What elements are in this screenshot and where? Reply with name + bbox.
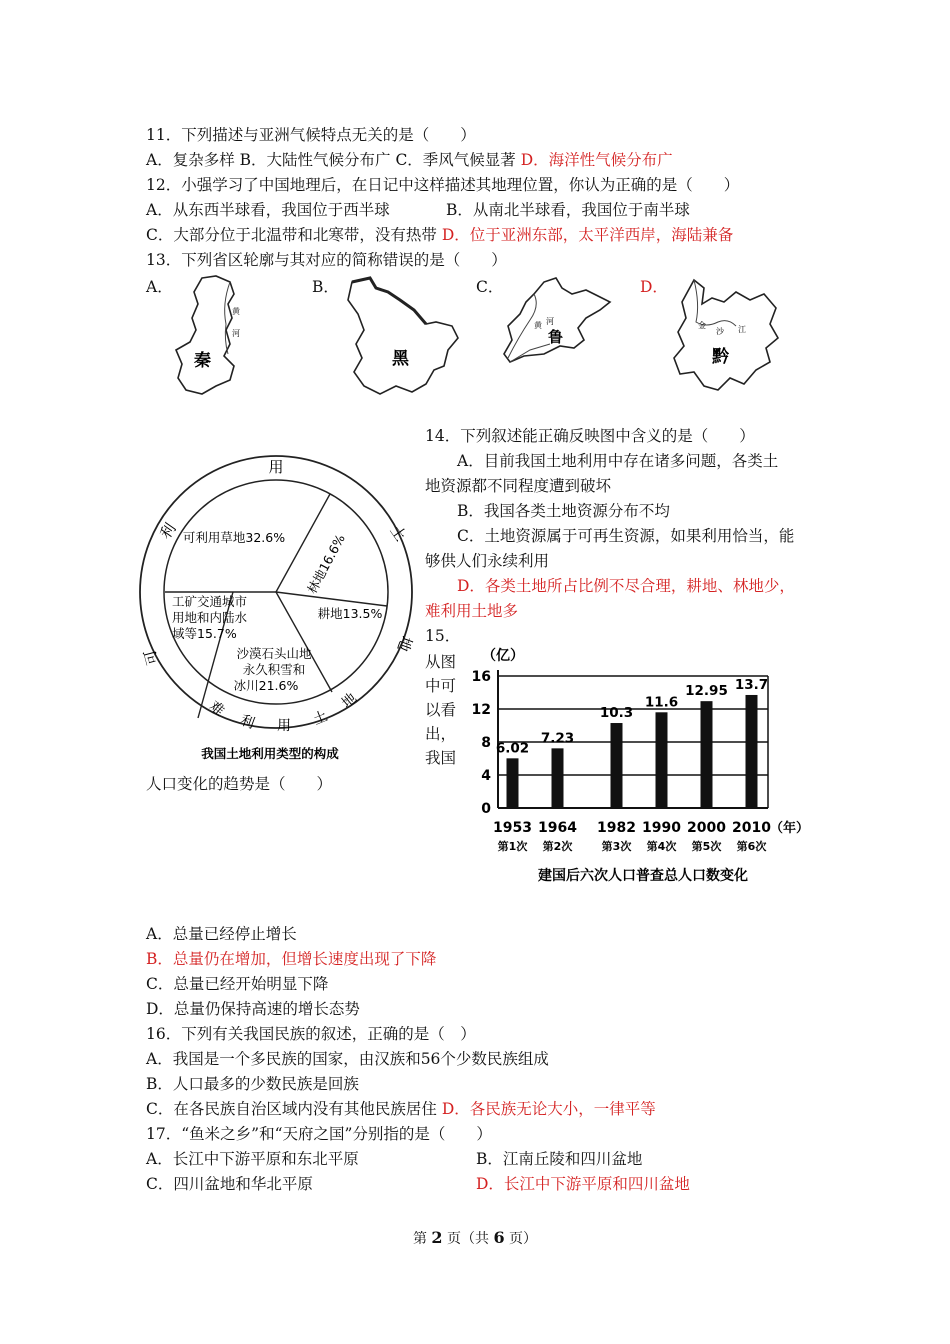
q12-stem: 12．小强学习了中国地理后，在日记中这样描述其地理位置，你认为正确的是（ ） xyxy=(146,176,740,194)
q16-option-c: C．在各民族自治区域内没有其他民族居住 xyxy=(146,1100,437,1118)
slice-desert-1: 沙漠石头山地 xyxy=(236,646,312,661)
shandong-river-2: 河 xyxy=(546,317,554,326)
ring-bottom-5: 地 xyxy=(338,690,360,712)
q12-option-b: B．从南北半球看，我国位于南半球 xyxy=(446,201,690,219)
land-use-chart xyxy=(136,446,418,764)
q17-stem: 17．“鱼米之乡”和“天府之国”分别指的是（ ） xyxy=(146,1125,492,1143)
population-x-unit: （年） xyxy=(770,821,810,836)
yunnan-river-2: 沙 xyxy=(716,327,724,336)
shaanxi-river-2: 河 xyxy=(232,329,240,338)
slice-desert-3: 冰川21.6% xyxy=(233,678,299,693)
q12-option-cd xyxy=(146,224,733,246)
q15-lead-2: 中可 xyxy=(425,677,457,695)
y-tick-label: 16 xyxy=(471,669,491,685)
q17-option-b: B．江南丘陵和四川盆地 xyxy=(476,1150,643,1168)
slice-urban-2: 用地和内陆水 xyxy=(172,610,248,625)
x-tick-label: 1964 xyxy=(538,820,577,836)
q15-option-d: D．总量仍保持高速的增长态势 xyxy=(146,1000,360,1018)
census-round-label: 第3次 xyxy=(601,840,632,853)
population-chart-title: 建国后六次人口普查总人口数变化 xyxy=(538,868,748,884)
bar-value-label: 12.95 xyxy=(685,683,728,700)
q14-option-a-2: 地资源都不同程度遭到破坏 xyxy=(425,477,612,495)
slice-desert-2: 永久积雪和 xyxy=(242,662,306,677)
q16-option-a: A．我国是一个多民族的国家，由汉族和56个少数民族组成 xyxy=(146,1050,549,1068)
y-tick-label: 0 xyxy=(481,801,491,817)
ring-right: 地 xyxy=(393,633,416,654)
yunnan-abbr: 黔 xyxy=(712,347,729,367)
q15-lead-5: 我国 xyxy=(425,749,457,767)
footer-pre: 第 xyxy=(412,1231,427,1247)
x-tick-label: 1990 xyxy=(642,820,681,836)
q12-option-d: D．位于亚洲东部，太平洋西岸，海陆兼备 xyxy=(441,226,734,244)
q14-option-c-1: C．土地资源属于可再生资源，如果利用恰当，能 xyxy=(457,527,795,545)
x-tick-label: 1953 xyxy=(493,820,532,836)
q16-stem: 16．下列有关我国民族的叙述，正确的是（ ） xyxy=(146,1025,476,1043)
ring-left-2: 可 xyxy=(140,647,162,667)
footer-page: 2 xyxy=(431,1228,443,1247)
q17-option-d: D．长江中下游平原和四川盆地 xyxy=(476,1175,690,1193)
q11-stem: 11．下列描述与亚洲气候特点无关的是（ ） xyxy=(146,126,476,144)
ring-bottom-1: 难 xyxy=(206,698,228,720)
shaanxi-river-1: 黄 xyxy=(232,307,240,316)
footer-post: 页） xyxy=(509,1231,538,1247)
bar xyxy=(507,758,519,808)
slice-cropland: 耕地13.5% xyxy=(317,606,383,621)
slice-grassland: 可利用草地32.6% xyxy=(182,530,286,545)
bar-value-label: 10.3 xyxy=(599,705,634,722)
ring-top-1: 用 xyxy=(268,458,284,476)
q14-option-a-1: A．目前我国土地利用中存在诸多问题，各类土 xyxy=(457,452,779,470)
q14-option-d-2: 难利用土地多 xyxy=(425,602,519,620)
q15-option-a: A．总量已经停止增长 xyxy=(146,925,297,943)
x-tick-label: 2010 xyxy=(732,820,771,836)
slice-forest: 林地16.6% xyxy=(304,531,348,596)
census-round-label: 第2次 xyxy=(542,840,573,853)
ring-bottom-4: 土 xyxy=(311,708,330,729)
q16-option-d: D．各民族无论大小，一律平等 xyxy=(441,1100,656,1118)
census-round-label: 第1次 xyxy=(497,840,528,853)
shandong-outline-map xyxy=(500,274,615,369)
q13-label-a: A． xyxy=(146,278,173,296)
ring-left-1: 利 xyxy=(156,519,180,543)
shandong-river-1: 黄 xyxy=(534,321,542,330)
q15-lead-4: 出， xyxy=(425,725,457,743)
slice-urban-1: 工矿交通城市 xyxy=(172,594,248,609)
q15-number: 15． xyxy=(425,627,461,645)
shaanxi-outline-map xyxy=(172,274,252,399)
ring-bottom-3: 用 xyxy=(277,718,291,734)
q16-option-b: B．人口最多的少数民族是回族 xyxy=(146,1075,359,1093)
q11-option-abc: A．复杂多样 B．大陆性气候分布广 C．季风气候显著 xyxy=(146,151,516,169)
y-tick-label: 4 xyxy=(481,768,491,784)
bar-value-label: 7.23 xyxy=(540,730,575,747)
q12-option-c: C．大部分位于北温带和北寒带，没有热带 xyxy=(146,226,437,244)
q16-option-cd xyxy=(146,1098,656,1120)
heilongjiang-outline-map xyxy=(340,274,465,399)
q15-option-b: B．总量仍在增加，但增长速度出现了下降 xyxy=(146,950,437,968)
q14-option-c-2: 够供人们永续利用 xyxy=(425,552,550,570)
shaanxi-abbr: 秦 xyxy=(194,351,211,371)
bar-value-label: 6.02 xyxy=(495,740,530,757)
land-chart-caption: 我国土地利用类型的构成 xyxy=(201,746,339,761)
q14-option-d-1: D．各类土地所占比例不尽合理，耕地、林地少， xyxy=(457,577,795,595)
q13-label-c: C． xyxy=(476,278,504,296)
census-round-label: 第4次 xyxy=(646,840,677,853)
bar-value-label: 11.6 xyxy=(644,694,679,711)
q15-option-c: C．总量已经开始明显下降 xyxy=(146,975,329,993)
bar xyxy=(746,695,758,808)
y-tick-label: 8 xyxy=(481,735,491,751)
q13-label-b: B． xyxy=(312,278,339,296)
bar xyxy=(656,712,668,808)
yunnan-outline-map xyxy=(666,274,786,399)
x-tick-label: 1982 xyxy=(597,820,636,836)
q11-options xyxy=(146,149,673,171)
page-footer xyxy=(0,1228,950,1248)
q17-option-c: C．四川盆地和华北平原 xyxy=(146,1175,313,1193)
yunnan-river-1: 金 xyxy=(698,321,706,330)
q14-stem: 14．下列叙述能正确反映图中含义的是（ ） xyxy=(425,427,755,445)
footer-total: 6 xyxy=(493,1228,505,1247)
q15-lead-3: 以看 xyxy=(425,701,457,719)
bar xyxy=(552,748,564,808)
bar xyxy=(701,701,713,808)
q14-option-b: B．我国各类土地资源分布不均 xyxy=(457,502,670,520)
census-round-label: 第5次 xyxy=(691,840,722,853)
slice-urban-3: 域等15.7% xyxy=(172,626,237,641)
ring-top-2: 土 xyxy=(386,521,410,545)
ring-bottom-2: 利 xyxy=(238,712,257,733)
bar xyxy=(611,723,623,808)
q11-option-d: D．海洋性气候分布广 xyxy=(520,151,673,169)
q12-option-a: A．从东西半球看，我国位于西半球 xyxy=(146,201,390,219)
census-round-label: 第6次 xyxy=(736,840,767,853)
q13-label-d: D． xyxy=(640,278,668,296)
q15-lead-1: 从图 xyxy=(425,653,457,671)
population-y-unit: （亿） xyxy=(482,648,524,664)
y-tick-label: 12 xyxy=(471,702,491,718)
bar-value-label: 13.7 xyxy=(734,676,769,693)
q17-option-a: A．长江中下游平原和东北平原 xyxy=(146,1150,359,1168)
shandong-abbr: 鲁 xyxy=(548,328,564,346)
q13-stem: 13．下列省区轮廓与其对应的简称错误的是（ ） xyxy=(146,251,507,269)
q15-tail: 人口变化的趋势是（ ） xyxy=(146,775,333,793)
yunnan-river-3: 江 xyxy=(738,325,746,334)
heilongjiang-abbr: 黑 xyxy=(392,349,409,369)
footer-mid: 页（共 xyxy=(447,1231,489,1247)
population-chart xyxy=(470,644,816,890)
x-tick-label: 2000 xyxy=(687,820,726,836)
